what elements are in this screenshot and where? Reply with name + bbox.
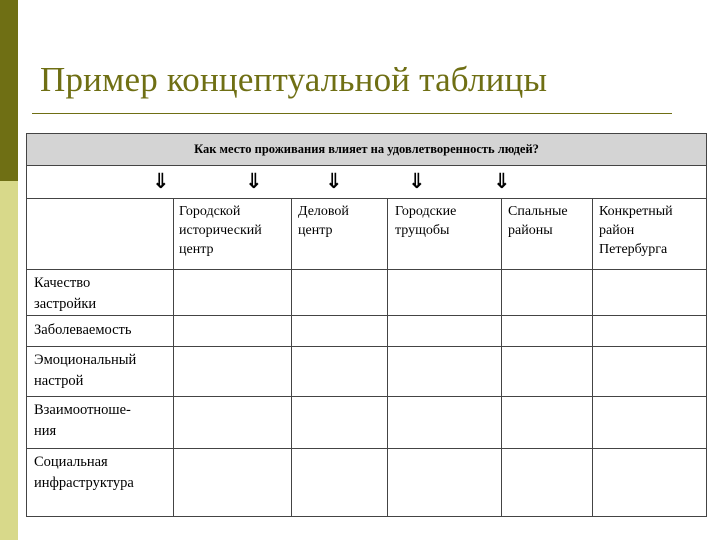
column-divider	[387, 199, 388, 517]
column-header: Городские трущобы	[395, 204, 457, 238]
row-divider	[27, 346, 706, 347]
arrow-row	[27, 166, 706, 199]
down-arrow-icon: ⇓	[493, 169, 511, 193]
concept-table	[26, 133, 707, 517]
row-label: Заболеваемость	[34, 322, 132, 338]
down-arrow-icon: ⇓	[325, 169, 343, 193]
row-divider	[27, 396, 706, 397]
column-header: Деловой центр	[298, 204, 349, 238]
down-arrow-icon: ⇓	[245, 169, 263, 193]
left-accent-bar-dark	[0, 0, 18, 181]
column-header: Конкретный район Петербурга	[599, 204, 673, 257]
row-label: Эмоциональный настрой	[34, 352, 137, 389]
column-divider	[173, 199, 174, 517]
left-accent-bar-light	[0, 181, 18, 540]
column-divider	[291, 199, 292, 517]
column-header: Городской исторический центр	[179, 204, 262, 257]
row-divider	[27, 315, 706, 316]
table-grid	[27, 199, 706, 517]
row-divider	[27, 269, 706, 270]
row-divider	[27, 448, 706, 449]
title-underline	[32, 113, 672, 114]
column-header: Спальные районы	[508, 204, 568, 238]
down-arrow-icon: ⇓	[408, 169, 426, 193]
row-label: Социальная инфраструктура	[34, 454, 134, 491]
column-divider	[592, 199, 593, 517]
row-label: Качество застройки	[34, 275, 97, 312]
question-header: Как место проживания влияет на удовлетворенность людей?	[27, 134, 706, 166]
row-label: Взаимоотноше- ния	[34, 402, 131, 439]
down-arrow-icon: ⇓	[152, 169, 170, 193]
slide-title: Пример концептуальной таблицы	[40, 60, 548, 99]
column-divider	[501, 199, 502, 517]
